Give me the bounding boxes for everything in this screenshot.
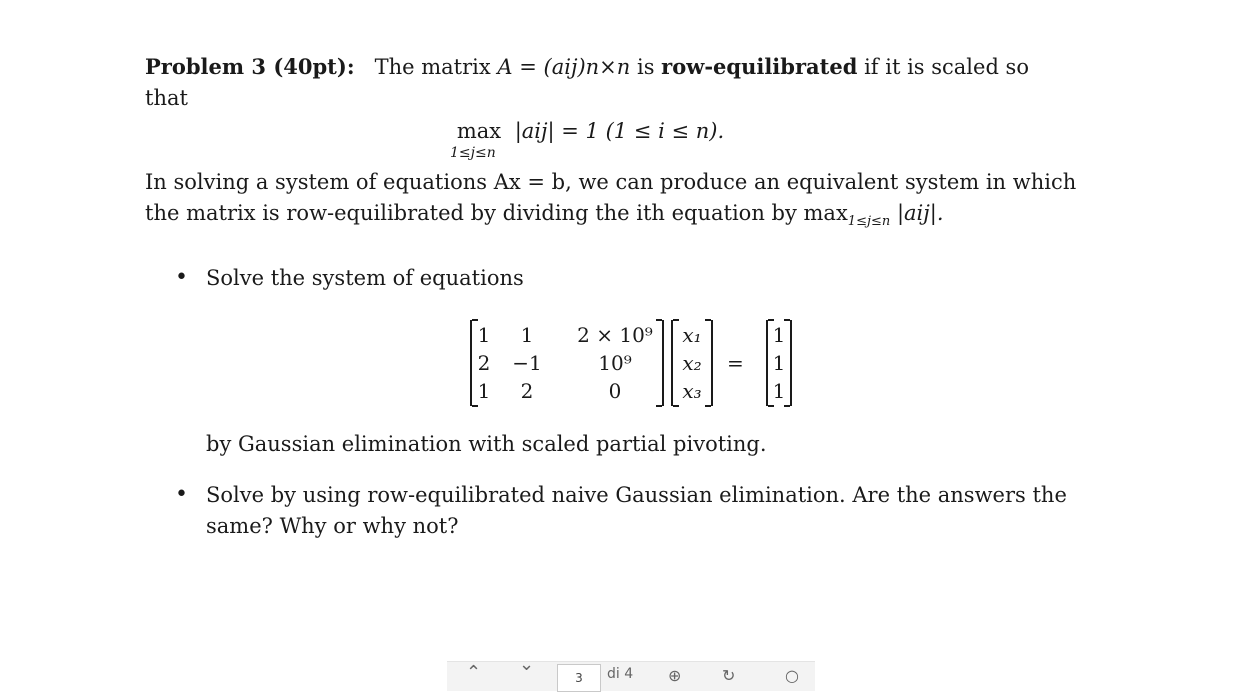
bullet-text-2: Solve by using row-equilibrated naive Gaussian elimination. Are the answers the	[206, 483, 1067, 507]
vector-cell: 1	[772, 323, 786, 347]
display-equation-body: |aij| = 1 (1 ≤ i ≤ n).	[514, 119, 725, 143]
equals-sign: =	[727, 351, 744, 375]
vector-cell: 1	[772, 379, 786, 403]
page-total-label: di 4	[607, 666, 634, 682]
matrix-cell: 1	[477, 379, 491, 403]
matrix-cell: 10⁹	[598, 351, 632, 375]
paragraph-line-1: In solving a system of equations Ax = b, we can produce an equivalent system in which	[145, 170, 1077, 194]
page-number-input[interactable]: 3	[557, 664, 601, 692]
vector-cell: x₃	[682, 379, 702, 403]
matrix-cell: −1	[512, 351, 542, 375]
pdf-toolbar	[447, 654, 815, 691]
after-matrix-text: by Gaussian elimination with scaled partial pivoting.	[206, 432, 767, 456]
intro-text-3: if it is scaled so	[864, 55, 1029, 79]
max-operator	[450, 116, 508, 161]
bullet-text-1: Solve the system of equations	[206, 266, 524, 290]
chevron-down-icon[interactable]: ⌄	[519, 654, 535, 675]
max-subscript: 1≤j≤n	[450, 145, 496, 161]
matrix-cell: 1	[477, 323, 491, 347]
problem-line-1	[145, 52, 1065, 82]
display-equation	[450, 116, 850, 161]
intro-text-2: is	[636, 55, 655, 79]
matrix-cell: 2	[520, 379, 534, 403]
vector-cell: x₂	[682, 351, 702, 375]
zoom-in-icon[interactable]: ⊕	[668, 666, 682, 685]
matrix-cell: 2	[477, 351, 491, 375]
paragraph-line-2-end: |aij|.	[896, 201, 944, 225]
paragraph-line-2	[145, 198, 944, 237]
intro-text-1: The matrix	[374, 55, 491, 79]
matrix-cell: 2 × 10⁹	[577, 323, 653, 347]
bullet-text-2-continued: same? Why or why not?	[206, 514, 459, 538]
problem-heading: Problem 3 (40pt):	[145, 54, 355, 79]
matrix-cell: 0	[608, 379, 622, 403]
rotate-icon[interactable]: ↻	[722, 666, 736, 685]
chevron-up-icon[interactable]: ⌃	[466, 662, 482, 683]
bullet-dot: •	[175, 265, 188, 290]
coefficient-matrix	[470, 320, 664, 406]
term-row-equilibrated: row-equilibrated	[661, 54, 858, 79]
intro-math: A = (aij)n×n	[497, 55, 631, 79]
vector-cell: 1	[772, 351, 786, 375]
paragraph-line-2-subscript: 1≤j≤n	[847, 214, 891, 230]
bullet-item-1	[175, 263, 524, 293]
vector-cell: x₁	[682, 323, 702, 347]
bullet-dot: •	[175, 482, 188, 507]
max-word: max	[456, 119, 502, 143]
paragraph-line-2-text: the matrix is row-equilibrated by dividing the ith equation by max	[145, 201, 848, 225]
problem-line-2: that	[145, 86, 188, 110]
search-icon[interactable]: ○	[785, 666, 799, 685]
unknown-vector	[671, 320, 713, 406]
rhs-vector	[766, 320, 792, 406]
matrix-cell: 1	[520, 323, 534, 347]
